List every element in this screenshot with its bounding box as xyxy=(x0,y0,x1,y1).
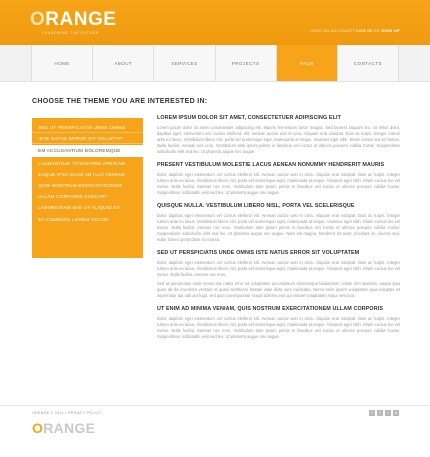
logo-text: RANGE xyxy=(45,9,117,30)
share-icon[interactable]: s xyxy=(395,410,397,415)
nav-item-home[interactable]: HOME xyxy=(31,45,92,81)
sidebar-item[interactable]: QUIS NOSTRUM EXERCITATIONEM xyxy=(38,182,123,188)
section-title: CHOOSE THE THEME YOU ARE INTERESTED IN: xyxy=(32,98,208,105)
sidebar-item[interactable]: LABORIOSAM NISI UT ALIQUID EX xyxy=(38,205,121,211)
logo[interactable] xyxy=(30,10,116,30)
twitter-icon[interactable]: t xyxy=(369,410,375,416)
nav-item-faqs[interactable]: FAQS xyxy=(276,45,337,81)
site-header xyxy=(0,0,430,45)
article-body: Lorem ipsum dolor sit amet consectetuer adipiscing elit. Mauris fermentum tortor magna. Sed laoreet aliquam leo. Ut tellus dolor, dapibus eget, elementum vel, cursus eleifend, elit. Aenean auctor wisi et urna. Aliquam erat volutpat. Duis ac turpis. Integer rutrum ante eu lacus. Vestibulum libero nisl, porta vel scelerisque eget, malesuada at neque. Vivamus eget nibh. Etiam cursus leo vel metus. Nulla facilisi. Aenean nec eros. Vestibulum ante ipsum primis in faucibus orci luctus et ultrices posuere cubilia Curae; Suspendisse sollicitudin velit sed leo. Ut pharetra augue nec augue. xyxy=(157,125,400,154)
main-nav xyxy=(31,45,399,81)
article-title[interactable]: QUISQUE NULLA. VESTIBULUM LIBERO NISL, PORTA VEL SCELERISQUE xyxy=(157,203,355,209)
rss-icon[interactable]: r xyxy=(385,410,391,416)
social-links xyxy=(369,410,399,416)
or-text: OR xyxy=(373,28,381,33)
logo-initial: O xyxy=(30,9,46,30)
theme-sidebar xyxy=(32,118,143,258)
article-body: Dolor dapibus eget elementum vel cursus eleifend elit. Aenean auctor wisi et urna. Aliquam erat volutpat. Duis ac turpis. Integer rutrum ante eu lacus. Vestibulum libero nisl, porta vel scelerisque eget, malesuada at neque. Vivamus eget nibh. Etiam cursus leo vel metus. Nulla facilisi. Aenean nec eros. Vestibulum ante ipsum primis in faucibus orci luctus et ultrices posuere cubilia Curae; Suspendisse sollicitudin velit sed leo. Ut pharetra augue nec augue. Nam elit magna, hendrerit sit amet, tincidunt ac, viverra sed, nulla. Donec porta diam eu massa. xyxy=(157,213,400,242)
sidebar-item[interactable]: EM ACCUSANTIUM DOLOREMQUE xyxy=(32,145,143,156)
faq-article xyxy=(157,203,400,243)
sidebar-item[interactable]: ISTE NATUS ERROR SIT VOLUPTAT xyxy=(32,133,143,144)
signup-link[interactable]: SIGN UP xyxy=(381,28,400,33)
sidebar-item[interactable]: LAUDANTIUM TOTAM REM APERIAM xyxy=(38,160,126,166)
account-links xyxy=(310,28,400,33)
nav-item-projects[interactable]: PROJECTS xyxy=(215,45,276,81)
faq-article xyxy=(157,115,400,155)
article-body: Sed ut perspiciatis unde omnis iste natus error sit voluptatem accusantium doloremque laudantium, totam rem aperiam, eaque ipsa quae ab illo inventore veritatis et quasi architecto beatae vitae dicta sunt explicabo. Nemo enim ipsam voluptatem quia voluptas sit aspernatur aut odit aut fugit, sed quia consequuntur magni dolores eos qui ratione voluptatem sequi nesciunt. xyxy=(157,281,400,298)
article-title[interactable]: SED UT PERSPICIATIS UNDE OMNIS ISTE NATUS ERROR SIT VOLUPTATEM xyxy=(157,250,360,256)
footer-logo-text: RANGE xyxy=(43,420,96,436)
nav-item-about[interactable]: ABOUT xyxy=(92,45,153,81)
footer-logo-initial: O xyxy=(32,420,44,436)
article-body: Dolor dapibus eget elementum vel cursus eleifend elit. Aenean auctor wisi et urna. Aliquam erat volutpat. Duis ac turpis. Integer rutrum ante eu lacus. Vestibulum libero nisl, porta vel scelerisque eget, malesuada at neque. Vivamus eget nibh. Etiam cursus leo vel metus. Nulla facilisi. Aenean nec eros. xyxy=(157,260,400,277)
article-title[interactable]: UT ENIM AD MINIMA VENIAM, QUIS NOSTRUM EXERCITATIONEM ULLAM CORPORIS xyxy=(157,306,384,312)
faq-articles xyxy=(157,115,400,347)
article-title[interactable]: LOREM IPSUM DOLOR SIT AMET, CONSECTETUER ADIPISCING ELIT xyxy=(157,115,341,121)
sidebar-item[interactable]: ULLAM CORPORIS SUSCIPIT xyxy=(38,194,108,200)
article-body: Dolor dapibus eget elementum vel cursus eleifend elit. Aenean auctor wisi et urna. Aliquam erat volutpat. Duis ac turpis. Integer rutrum ante eu lacus. Vestibulum libero nisl, porta vel scelerisque eget, malesuada at neque. Vivamus eget nibh. Etiam cursus leo vel metus. Nulla facilisi. Aenean nec eros. Vestibulum ante ipsum primis in faucibus orci luctus et ultrices posuere cubilia Curae; Suspendisse sollicitudin velit sed leo. Ut pharetra augue nec augue. xyxy=(157,316,400,339)
facebook-icon[interactable]: f xyxy=(377,410,383,416)
article-body: Dolor dapibus eget elementum vel cursus eleifend elit. Aenean auctor wisi et urna. Aliquam erat volutpat. Duis ac turpis. Integer rutrum ante eu lacus. Vestibulum libero nisl, porta vel scelerisque eget, malesuada at neque. Vivamus eget nibh. Etiam cursus leo vel metus. Nulla facilisi. Aenean nec eros. Vestibulum ante ipsum primis in faucibus orci luctus et ultrices posuere cubilia Curae; Suspendisse sollicitudin velit sed leo. Ut pharetra augue nec augue. xyxy=(157,172,400,195)
article-title[interactable]: PRESENT VESTIBULUM MOLESTIE LACUS AENEAN NONUMMY HENDRERIT MAURIS xyxy=(157,162,385,168)
footer-divider xyxy=(0,405,430,406)
copyright[interactable]: ORANGE © 2011 • PRIVACY POLICY xyxy=(32,411,102,415)
nav-item-contacts[interactable]: CONTACTS xyxy=(337,45,399,81)
footer-logo[interactable] xyxy=(32,420,95,436)
faq-article xyxy=(157,250,400,299)
faq-article xyxy=(157,306,400,340)
account-prompt: HAVE AN ACCOUNT? xyxy=(310,28,355,33)
sidebar-item[interactable]: SED UT PERSPICIATIS UNDE OMNIS xyxy=(32,122,143,133)
faq-article xyxy=(157,162,400,196)
login-link[interactable]: LOG IN xyxy=(356,28,372,33)
tagline: LAUNCHING THE FUTURE xyxy=(42,31,99,35)
sidebar-item[interactable]: EAQUE IPSA QUAE AB ILLO VENIAM xyxy=(38,171,125,177)
nav-item-services[interactable]: SERVICES xyxy=(153,45,214,81)
sidebar-item[interactable]: EA COMMODI LOREM DOLOR xyxy=(38,216,109,222)
